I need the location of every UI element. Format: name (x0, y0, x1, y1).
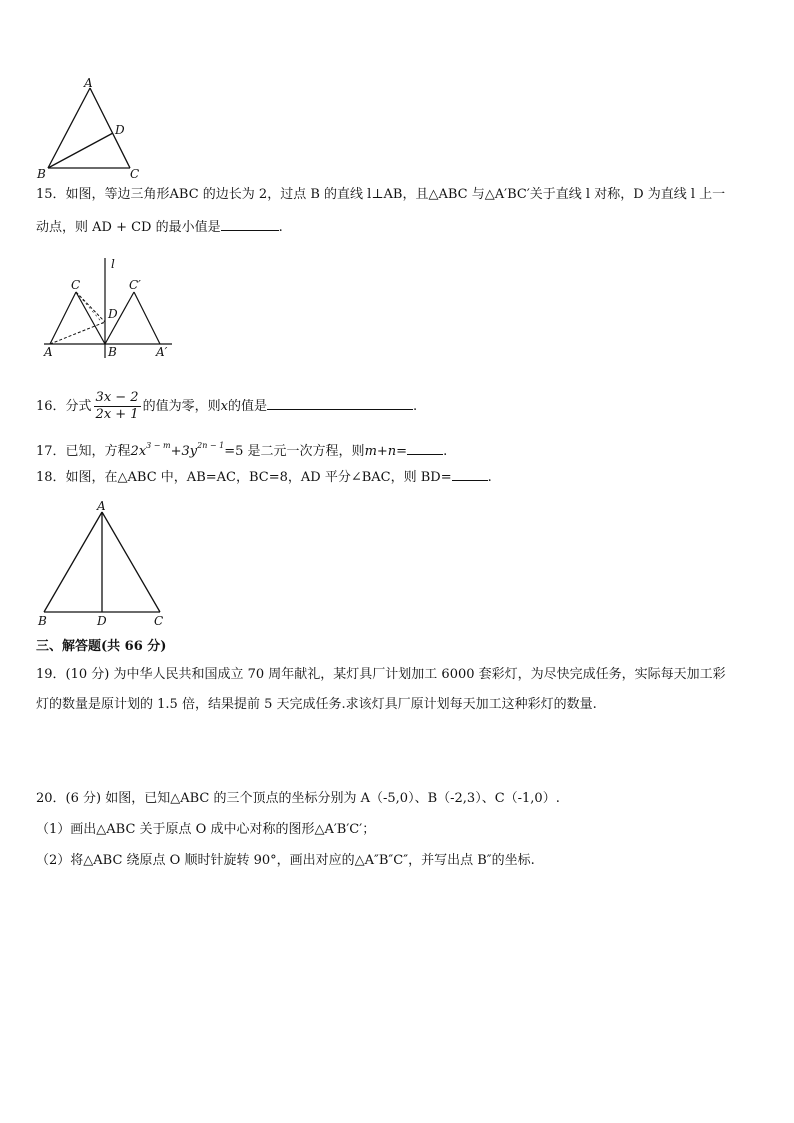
label-d: D (97, 614, 107, 628)
q16-after-var: 的值是 (227, 399, 267, 414)
question-20-line1 (36, 790, 560, 808)
label-c-prime: C′ (129, 278, 141, 292)
q18-text: 18．如图，在△ABC 中，AB=AC，BC=8，AD 平分∠BAC，则 BD= (36, 470, 452, 485)
label-a: A (97, 499, 106, 513)
question-15-line2 (36, 218, 283, 237)
figure-symmetric-triangles (38, 254, 178, 362)
question-19-line2 (36, 696, 597, 714)
label-l: l (111, 257, 115, 271)
q15-text-line1: 15．如图，等边三角形ABC 的边长为 2，过点 B 的直线 l⊥AB，且△ABC 与△A′BC′关于直线 l 对称，D 为直线 l 上一 (36, 187, 726, 202)
section3-heading: 三、解答题(共 66 分) (36, 639, 167, 654)
q17-exp1: 3 − m (146, 441, 171, 450)
section-heading (36, 638, 166, 656)
q17-answer-blank[interactable] (407, 442, 443, 455)
label-d: D (115, 123, 125, 137)
label-b: B (38, 614, 47, 628)
q16-variable: x (220, 399, 228, 414)
label-d: D (108, 307, 118, 321)
q20-line3: （2）将△ABC 绕原点 O 顺时针旋转 90°，画出对应的△A″B″C″，并写出点 B″的坐标. (36, 853, 535, 868)
q17-plus-term: +3y (170, 444, 198, 459)
q17-mn: m+n (364, 444, 397, 459)
label-a: A (44, 345, 53, 359)
question-18 (36, 468, 492, 487)
q17-rest: =5 是二元一次方程，则 (224, 444, 365, 459)
q20-line1: 20．(6 分) 如图，已知△ABC 的三个顶点的坐标分别为 A（-5,0）、B（-2,3）、C（-1,0）. (36, 791, 560, 806)
q15-text-line2: 动点，则 AD + CD 的最小值是 (36, 220, 221, 235)
q17-exp2: 2n − 1 (197, 441, 225, 450)
question-16 (36, 390, 417, 424)
figure-isosceles-triangle (34, 498, 174, 630)
q19-line1: 19．(10 分) 为中华人民共和国成立 70 周年献礼，某灯具厂计划加工 6000 套彩灯，为尽快完成任务，实际每天加工彩 (36, 667, 726, 682)
q16-denominator: 2x + 1 (95, 407, 139, 422)
q17-prefix: 17．已知，方程 (36, 444, 131, 459)
label-a-prime: A′ (156, 345, 168, 359)
figure-triangle-abd (34, 76, 144, 180)
q20-line2: （1）画出△ABC 关于原点 O 成中心对称的图形△A′B′C′； (36, 822, 376, 837)
label-b: B (108, 345, 117, 359)
question-19-line1 (36, 666, 726, 684)
q16-middle: 的值为零，则 (142, 399, 221, 414)
question-15-line1 (36, 186, 725, 204)
label-a: A (84, 76, 93, 90)
q18-end: . (487, 470, 492, 485)
q15-end: . (278, 220, 283, 235)
q19-line2: 灯的数量是原计划的 1.5 倍，结果提前 5 天完成任务.求该灯具厂原计划每天加工这种彩灯的数量. (36, 697, 597, 712)
label-b: B (37, 167, 46, 180)
question-17 (36, 437, 447, 461)
q16-numerator: 3x − 2 (95, 390, 139, 405)
label-c: C (130, 167, 140, 180)
q17-end: . (443, 444, 448, 459)
q18-answer-blank[interactable] (452, 468, 488, 481)
q15-answer-blank[interactable] (221, 218, 279, 231)
q16-answer-blank[interactable] (267, 397, 413, 410)
label-c: C (71, 278, 81, 292)
q16-prefix: 16．分式 (36, 399, 92, 414)
q17-term1: 2x (130, 444, 147, 459)
question-20-line2 (36, 821, 375, 839)
q16-fraction (94, 390, 141, 423)
question-20-line3 (36, 852, 535, 870)
label-c: C (154, 614, 164, 628)
q16-end: . (412, 399, 418, 414)
q17-eq: = (396, 444, 408, 459)
